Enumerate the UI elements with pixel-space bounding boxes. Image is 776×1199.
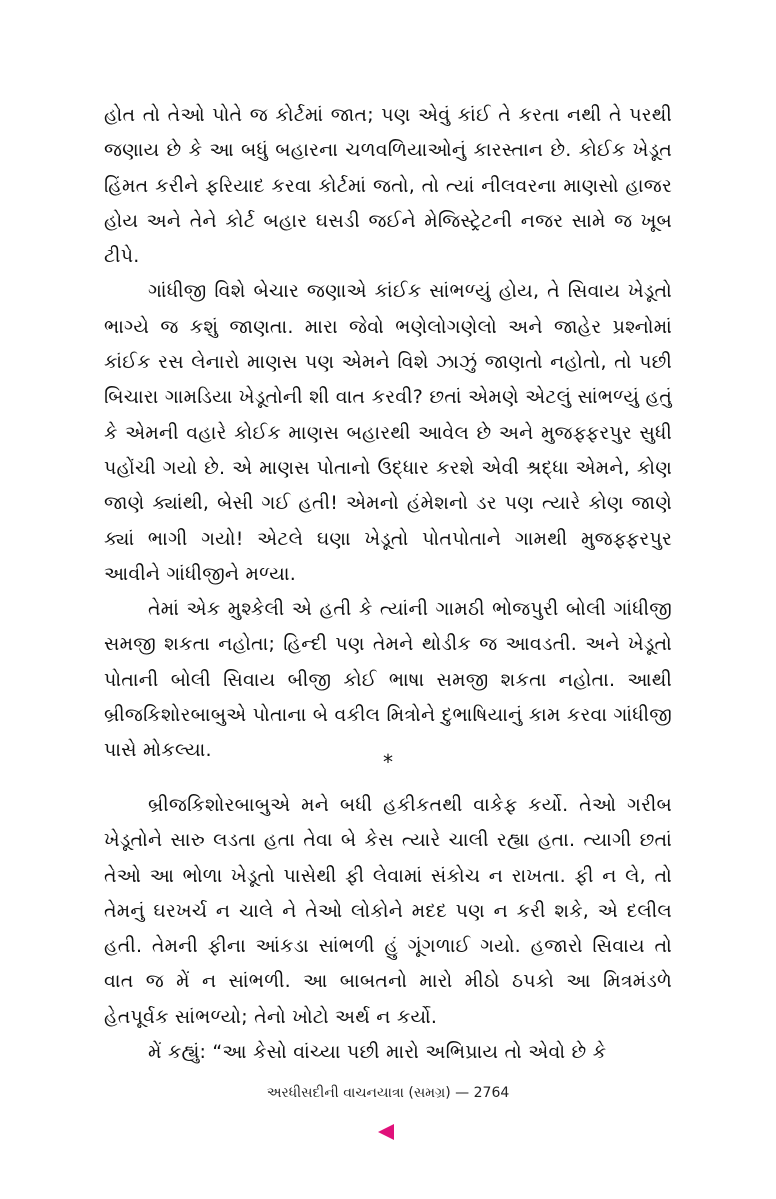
- previous-page-arrow-icon[interactable]: [378, 1124, 394, 1140]
- paragraph-language-difficulty: તેમાં એક મુશ્કેલી એ હતી કે ત્યાંની ગામઠી ભોજપુરી બોલી ગાંધીજી સમજી શકતા નહોતા; હિન્દી પણ તેમને થોડીક જ આવડતી. અને ખેડૂતો પોતાની બોલી સિવાય બીજી કોઈ ભાષા સમજી શકતા નહોતા. આથી બ્રીજકિશોરબાબુએ પોતાના બે વકીલ મિત્રોને દુભાષિયાનું કામ કરવા ગાંધીજી પાસે મોકલ્યા.: [104, 598, 672, 762]
- text-section-2: [104, 788, 672, 1070]
- paragraph-lawyer-fees: બ્રીજકિશોરબાબુએ મને બધી હકીકતથી વાકેફ કર્યો. તેઓ ગરીબ ખેડૂતોને સારુ લડતા હતા તેવા બે કેસ ત્યારે ચાલી રહ્યા હતા. ત્યાગી છતાં તેઓ આ ભોળા ખેડૂતો પાસેથી ફી લેવામાં સંકોચ ન રાખતા. ફી ન લે, તો તેમનું ઘરખર્ચ ન ચાલે ને તેઓ લોકોને મદદ પણ ન કરી શકે, એ દલીલ હતી. તેમની ફીના આંકડા સાંભળી હું ગૂંગળાઈ ગયો. હજારો સિવાય તો વાત જ મેં ન સાંભળી. આ બાબતનો મારો મીઠો ઠપકો આ મિત્રમંડળે હેતપૂર્વક સાંભળ્યો; તેનો ખોટો અર્થ ન કર્યો.: [104, 794, 672, 1028]
- page-footer: અરધીસદીની વાચનયાત્રા (સમગ્ર) — 2764: [266, 1085, 510, 1101]
- paragraph-farmers-knowledge: ગાંધીજી વિશે બેચાર જણાએ કાંઈક સાંભળ્યું હોય, તે સિવાય ખેડૂતો ભાગ્યે જ કશું જાણતા. મારા જેવો ભણેલોગણેલો અને જાહેર પ્રશ્નોમાં કાંઈક રસ લેનારો માણસ પણ એમને વિશે ઝાઝું જાણતો નહોતો, તો પછી બિચારા ગામડિયા ખેડૂતોની શી વાત કરવી? છતાં એમણે એટલું સાંભળ્યું હતું કે એમની વહારે કોઈક માણસ બહારથી આવેલ છે અને મુજફ્ફરપુર સુધી પહોંચી ગયો છે. એ માણસ પોતાનો ઉદ્ધાર કરશે એવી શ્રદ્ધા એમને, કોણ જાણે ક્યાંથી, બેસી ગઈ હતી! એમનો હંમેશનો ડર પણ ત્યારે કોણ જાણે ક્યાં ભાગી ગયો! એટલે ઘણા ખેડૂતો પોતપોતાને ગામથી મુજફ્ફરપુર આવીને ગાંધીજીને મળ્યા.: [104, 280, 672, 585]
- paragraph-quote-start: મેં કહ્યું: “આ કેસો વાંચ્યા પછી મારો અભિપ્રાય તો એવો છે કે: [148, 1041, 607, 1064]
- section-separator: *: [383, 750, 393, 774]
- paragraph-continuation: હોત તો તેઓ પોતે જ કોર્ટમાં જાત; પણ એવું કાંઈ તે કરતા નથી તે પરથી જણાય છે કે આ બધું બહારના ચળવળિયાઓનું કારસ્તાન છે. કોઈક ખેડૂત હિંમત કરીને ફરિયાદ કરવા કોર્ટમાં જતો, તો ત્યાં નીલવરના માણસો હાજર હોય અને તેને કોર્ટ બહાર ઘસડી જઈને મેજિસ્ટ્રેટની નજર સામે જ ખૂબ ટીપે.: [104, 104, 672, 268]
- text-section-1: [104, 98, 672, 769]
